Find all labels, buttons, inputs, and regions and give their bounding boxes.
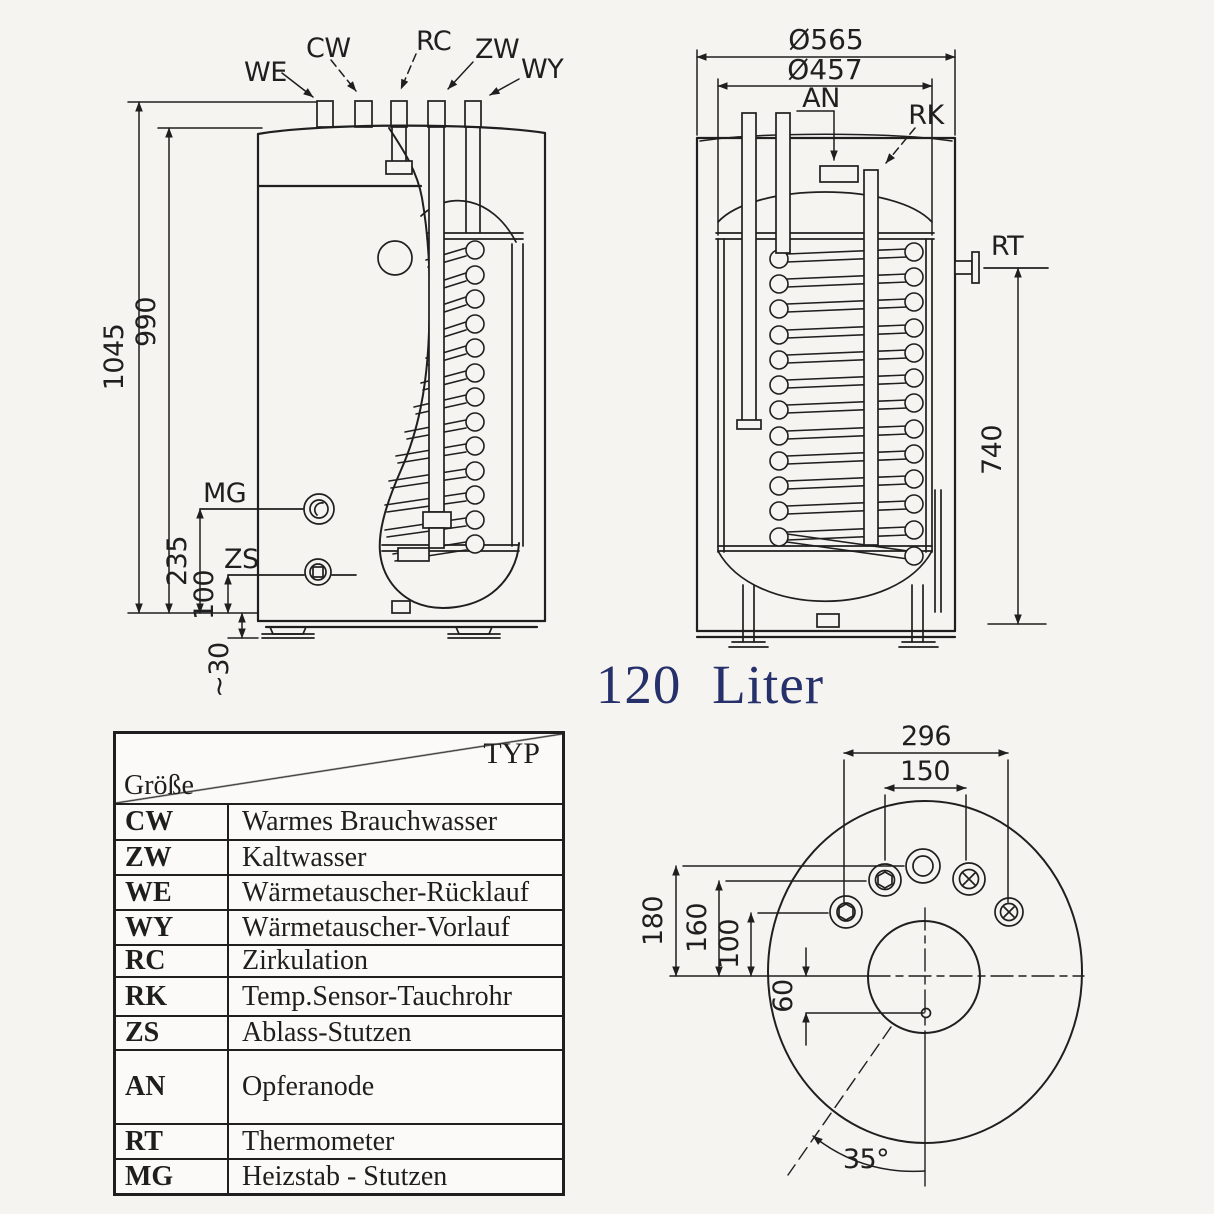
- table-row: [116, 874, 562, 909]
- dim-235: 235: [162, 535, 193, 587]
- side-top-stubs: [317, 101, 481, 127]
- label-we: WE: [244, 57, 287, 88]
- row-desc: Thermometer: [242, 1125, 395, 1157]
- row-code: WY: [116, 911, 229, 944]
- top-view: [638, 721, 1084, 1186]
- dim-inner-diameter: Ø457: [787, 53, 863, 86]
- top-view-centerlines: [788, 908, 1084, 1186]
- label-zw: ZW: [475, 34, 520, 65]
- dim-outer-diameter: Ø565: [788, 23, 864, 56]
- table-row: [116, 944, 562, 976]
- label-rk: RK: [908, 100, 944, 131]
- row-desc: Wärmetauscher-Rücklauf: [242, 876, 530, 908]
- row-desc: Heizstab - Stutzen: [242, 1160, 448, 1192]
- side-pipes: [378, 127, 480, 561]
- label-zs: ZS: [224, 544, 259, 575]
- table-row: [116, 839, 562, 874]
- row-desc: Zirkulation: [242, 945, 368, 976]
- dim-160: 160: [682, 902, 713, 954]
- dim-60: 60: [768, 979, 799, 1013]
- row-desc: Wärmetauscher-Vorlauf: [242, 911, 510, 943]
- row-code: RK: [116, 978, 229, 1015]
- side-view: [99, 26, 564, 698]
- front-view: [697, 23, 1048, 647]
- label-rc: RC: [416, 26, 452, 57]
- row-desc: Warmes Brauchwasser: [242, 806, 498, 837]
- label-an: AN: [802, 83, 840, 114]
- label-wy: WY: [521, 54, 564, 85]
- dim-100-side: 100: [189, 569, 220, 621]
- table-row: [116, 1049, 562, 1123]
- dim-150: 150: [899, 756, 951, 787]
- row-code: MG: [116, 1160, 229, 1193]
- volume-title: 120 Liter: [595, 654, 825, 715]
- legend-header: [116, 734, 562, 803]
- sensor-tube: [864, 170, 878, 545]
- table-row: [116, 1123, 562, 1158]
- legend-table: [113, 731, 565, 1196]
- top-view-ports: [830, 849, 1023, 1018]
- dim-296: 296: [900, 721, 952, 752]
- dim-180: 180: [638, 895, 669, 947]
- table-row: [116, 1158, 562, 1193]
- table-row: [116, 909, 562, 944]
- dim-100-top: 100: [714, 918, 745, 970]
- dim-740: 740: [977, 424, 1008, 476]
- row-code: RT: [116, 1125, 229, 1158]
- anode-rod: [742, 113, 756, 423]
- row-code: AN: [116, 1051, 229, 1123]
- row-desc: Temp.Sensor-Tauchrohr: [242, 980, 512, 1012]
- label-rt: RT: [990, 231, 1024, 262]
- dim-30: ~30: [204, 642, 235, 698]
- row-code: RC: [116, 946, 229, 976]
- dim-35deg: 35°: [842, 1144, 890, 1175]
- row-code: WE: [116, 876, 229, 909]
- table-row: [116, 803, 562, 839]
- side-dimensions: [128, 102, 316, 638]
- row-code: ZW: [116, 841, 229, 874]
- inspection-port: [378, 241, 412, 275]
- legend-header-groesse: Größe: [124, 770, 194, 801]
- label-mg: MG: [203, 478, 247, 509]
- row-desc: Ablass-Stutzen: [242, 1017, 412, 1048]
- row-code: CW: [116, 805, 229, 839]
- label-cw: CW: [306, 33, 351, 64]
- front-feet: [729, 490, 941, 647]
- table-row: [116, 1015, 562, 1049]
- dim-1045: 1045: [99, 323, 130, 391]
- anode-fitting: [820, 166, 858, 182]
- front-coil: [770, 243, 923, 565]
- row-desc: Opferanode: [242, 1071, 375, 1102]
- row-code: ZS: [116, 1017, 229, 1049]
- row-desc: Kaltwasser: [242, 841, 367, 873]
- dim-990: 990: [131, 296, 162, 348]
- legend-header-typ: TYP: [483, 737, 540, 770]
- cutaway-boundary: [380, 128, 519, 608]
- table-row: [116, 976, 562, 1015]
